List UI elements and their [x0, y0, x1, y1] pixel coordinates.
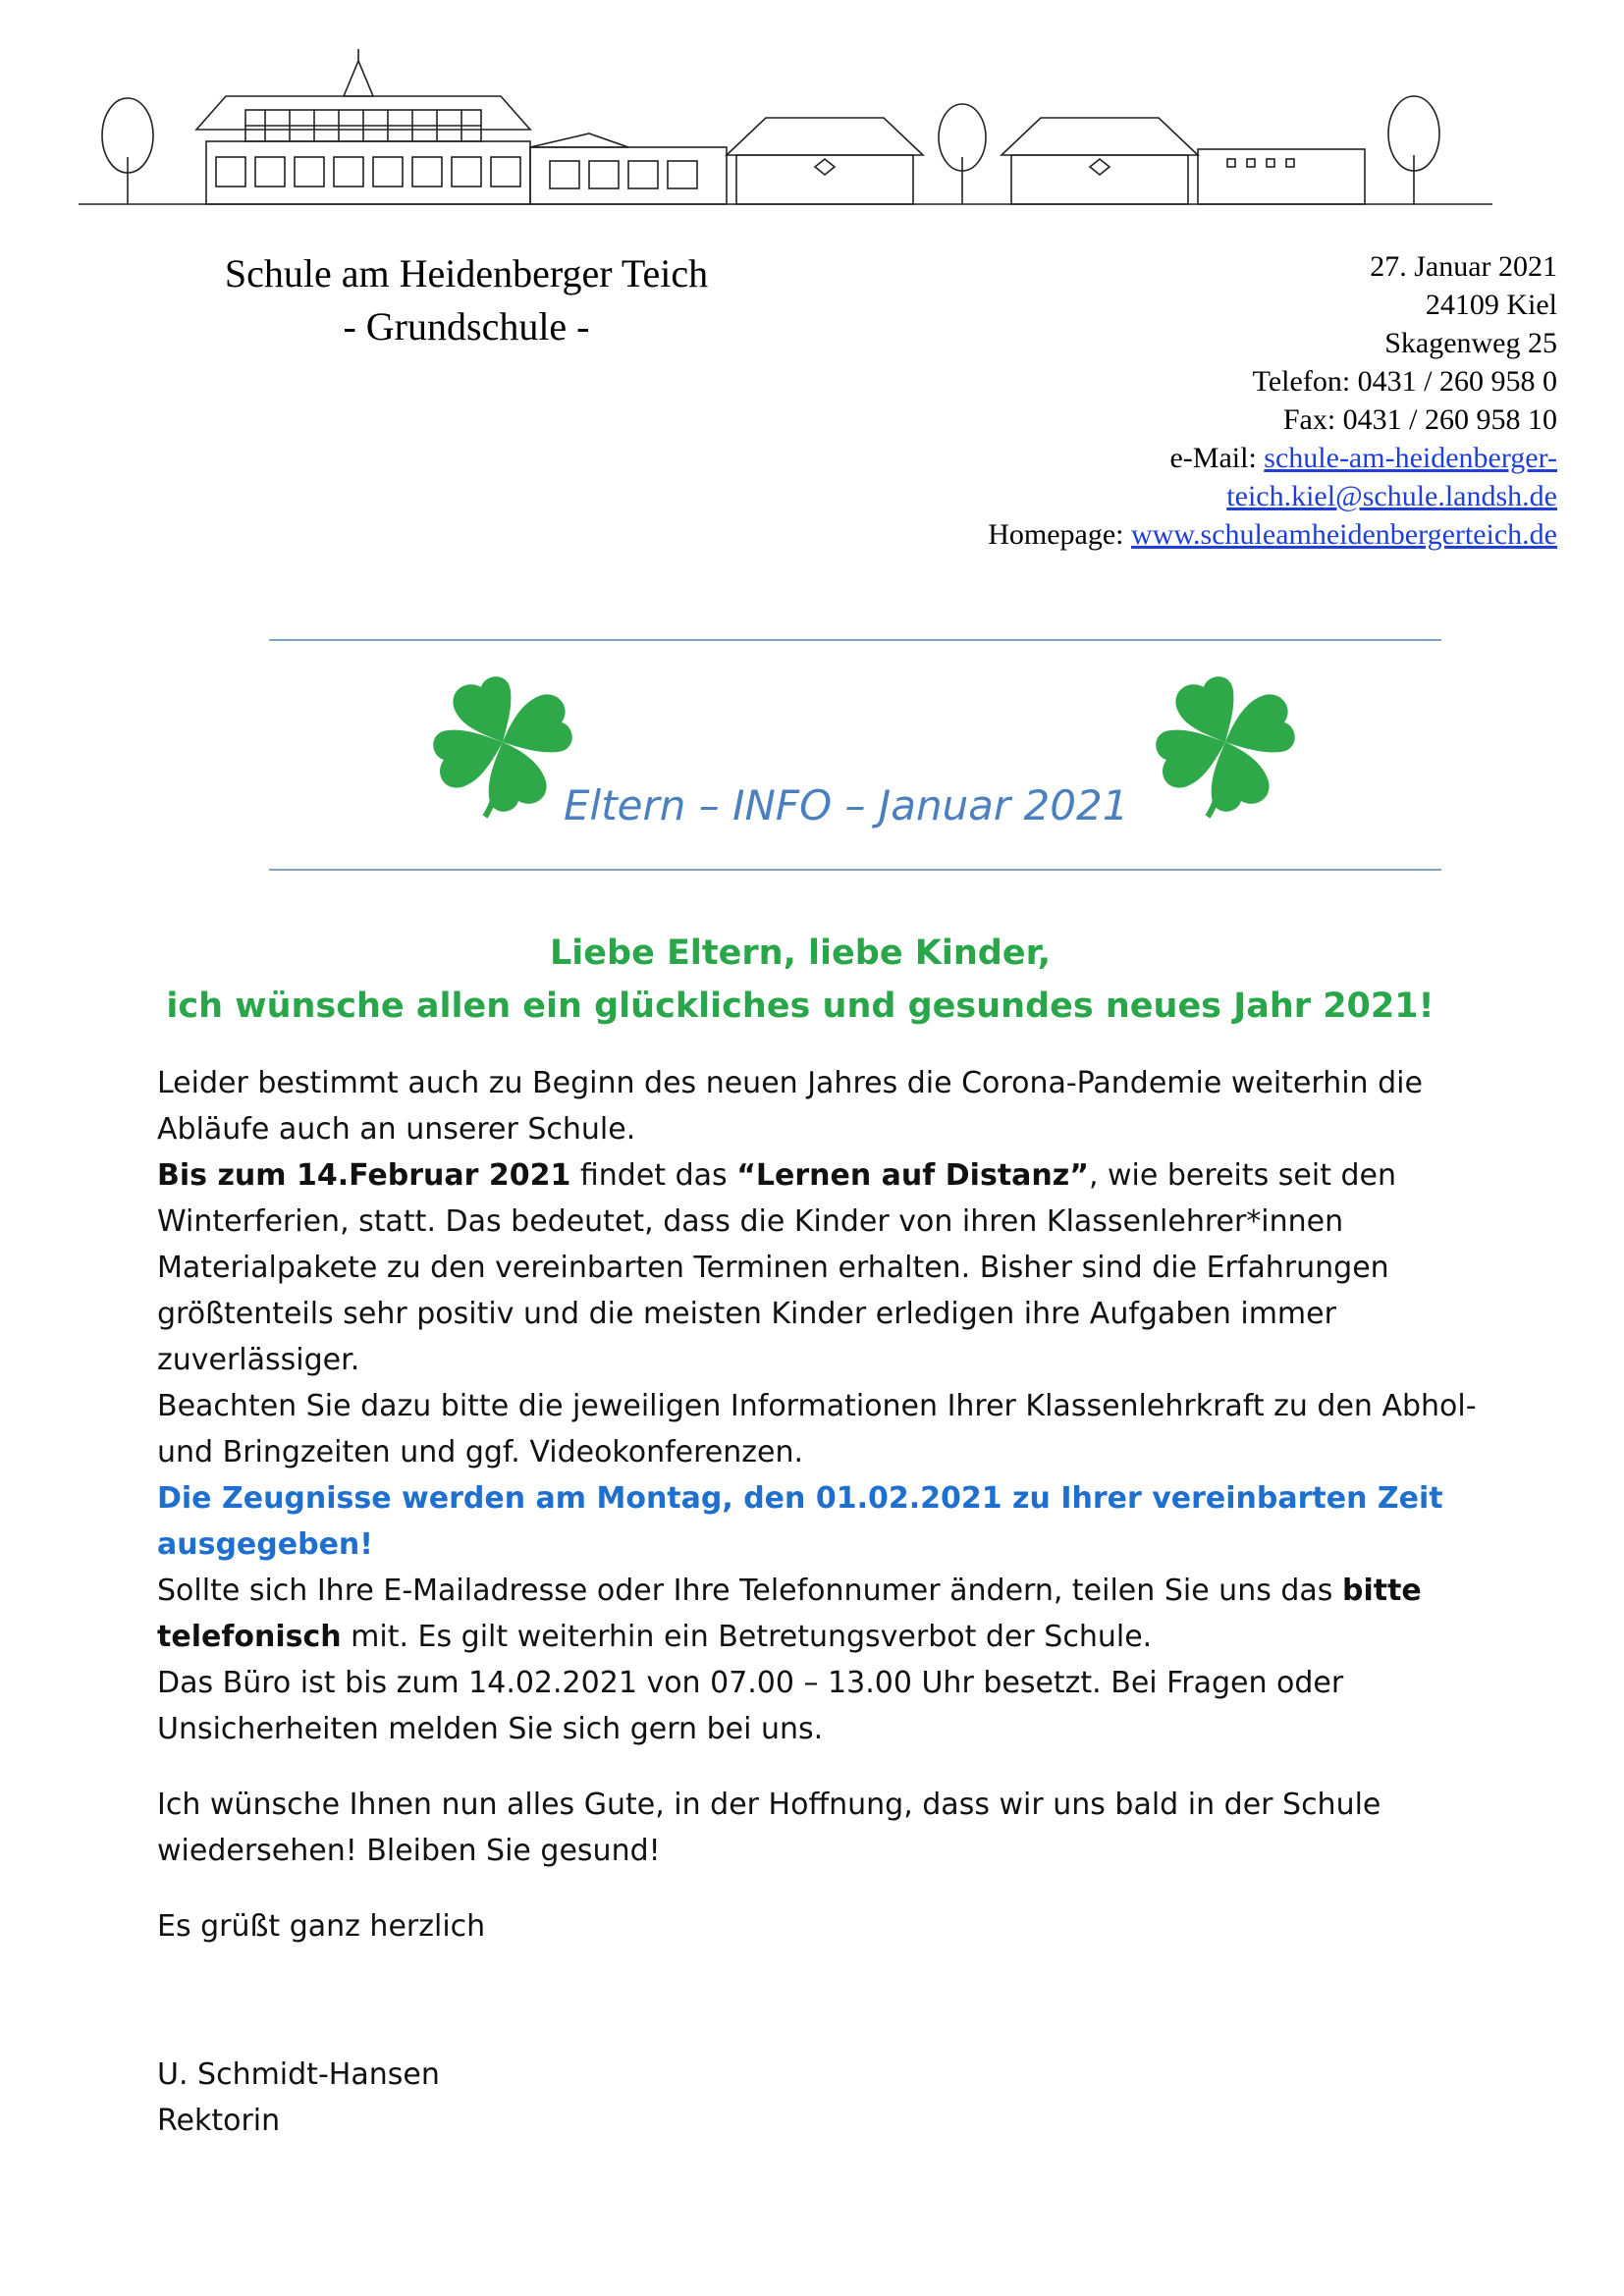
contact-change-text-2: mit. Es gilt weiterhin ein Betretungsverbot der Schule.: [341, 1620, 1153, 1654]
clover-right-icon: [1147, 666, 1304, 823]
homepage-line: [870, 515, 1557, 554]
paragraph-contact-change: [157, 1568, 1532, 1660]
distance-learning-term: “Lernen auf Distanz”: [736, 1158, 1089, 1193]
signature-block: [157, 2052, 746, 2144]
letter-body: [157, 1060, 1532, 1949]
divider-bottom: [269, 869, 1441, 871]
clover-left-icon: [424, 666, 581, 823]
email-label: e-Mail:: [1169, 442, 1265, 474]
email-link-part2[interactable]: teich.kiel@schule.landsh.de: [1226, 480, 1557, 512]
divider-top: [269, 639, 1441, 641]
homepage-link[interactable]: www.schuleamheidenbergerteich.de: [1131, 518, 1557, 551]
phone-number: Telefon: 0431 / 260 958 0: [1252, 365, 1557, 398]
address-block: [870, 247, 1557, 554]
email-link-part1[interactable]: schule-am-heidenberger-: [1264, 442, 1557, 474]
distance-learning-date: Bis zum 14.Februar 2021: [157, 1158, 571, 1193]
signature-name: U. Schmidt-Hansen: [157, 2057, 440, 2092]
school-name: Schule am Heidenberger Teich: [224, 251, 709, 295]
greeting-line-2: ich wünsche allen ein glückliches und gesundes neues Jahr 2021!: [166, 987, 1435, 1026]
address-city: 24109 Kiel: [1425, 289, 1557, 321]
school-type: - Grundschule -: [343, 304, 590, 348]
greeting: [147, 927, 1453, 1033]
letter-date: 27. Januar 2021: [1370, 250, 1557, 283]
signature-title: Rektorin: [157, 2104, 281, 2138]
paragraph-office-hours: Das Büro ist bis zum 14.02.2021 von 07.00 – 13.00 Uhr besetzt. Bei Fragen oder Unsicherheiten melden Sie sich gern bei uns.: [157, 1666, 1344, 1746]
greeting-line-1: Liebe Eltern, liebe Kinder,: [550, 934, 1051, 973]
paragraph-closing: Es grüßt ganz herzlich: [157, 1909, 486, 1944]
school-building-drawing: [79, 39, 1492, 216]
email-line: [870, 439, 1557, 477]
school-name-block: [147, 247, 785, 353]
contact-change-bold: bitte telefonisch: [157, 1574, 1422, 1654]
homepage-label: Homepage:: [988, 518, 1131, 551]
paragraph-report-cards: Die Zeugnisse werden am Montag, den 01.02.2021 zu Ihrer vereinbarten Zeit ausgegeben!: [157, 1481, 1443, 1562]
paragraph-wishes: Ich wünsche Ihnen nun alles Gute, in der Hoffnung, dass wir uns bald in der Schule wiedersehen! Bleiben Sie gesund!: [157, 1788, 1381, 1868]
address-street: Skagenweg 25: [1384, 327, 1557, 359]
distance-learning-text-2: , wie bereits seit den Winterferien, statt. Das bedeutet, dass die Kinder von ihren Klassenlehrer*innen Materialpakete zu den vereinbarten Terminen erhalten. Bisher sind die Erfahrungen größtenteils sehr positiv und die meisten Kinder erledigen ihre Aufgaben immer zuverlässiger.: [157, 1158, 1397, 1377]
contact-change-text-1: Sollte sich Ihre E-Mailadresse oder Ihre Telefonnumer ändern, teilen Sie uns das: [157, 1574, 1342, 1608]
info-title: Eltern – INFO – Januar 2021: [564, 781, 1129, 829]
fax-number: Fax: 0431 / 260 958 10: [1282, 403, 1557, 436]
paragraph-intro: Leider bestimmt auch zu Beginn des neuen Jahres die Corona-Pandemie weiterhin die Abläufe auch an unserer Schule.: [157, 1066, 1423, 1147]
paragraph-distance-learning: [157, 1152, 1532, 1383]
paragraph-teacher-info: Beachten Sie dazu bitte die jeweiligen Informationen Ihrer Klassenlehrkraft zu den Abhol- und Bringzeiten und ggf. Videokonferenzen.: [157, 1389, 1477, 1469]
distance-learning-text-1: findet das: [570, 1158, 737, 1193]
